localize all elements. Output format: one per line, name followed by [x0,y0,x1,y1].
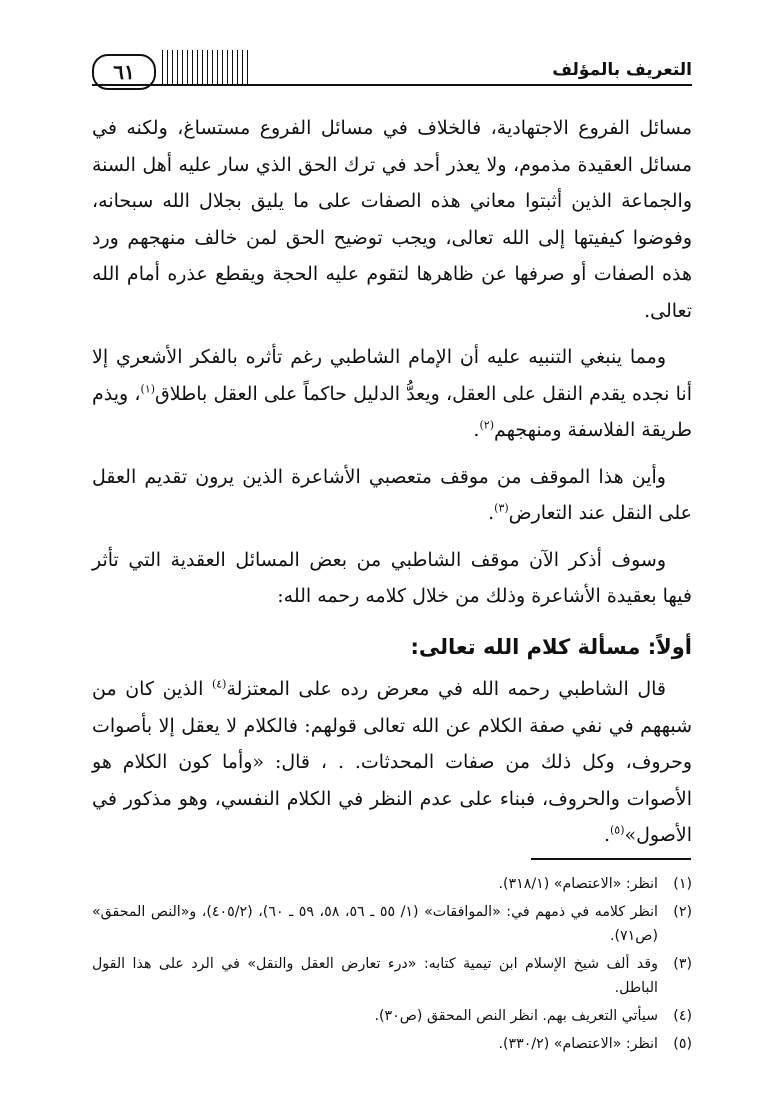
footnote-ref-2[interactable]: (٢) [479,418,494,432]
footnote-item [92,900,692,948]
footnote-ref-3[interactable]: (٣) [494,501,509,515]
header-ornament [162,50,252,86]
page-header [92,46,692,92]
footnote-ref-5[interactable]: (٥) [609,823,625,837]
page-number: ٦١ [113,60,135,84]
footnote-item [92,1004,692,1028]
paragraph-2: ومما ينبغي التنبيه عليه أن الإمام الشاطبي رغم تأثره بالفكر الأشعري إلا أنا نجده يقدم النقل على العقل، ويعدُّ الدليل حاكماً على العقل باطلاق$^{(١)}$، ويذم طريقة الفلاسفة ومنهجهم$^{(٢)}$. [92,346,692,441]
footnote-text: سيأتي التعريف بهم. انظر النص المحقق (ص٣٠). [374,1008,658,1024]
footnote-ref-1[interactable]: (١) [140,382,156,396]
footnote-item [92,952,692,1000]
footnote-number: (٣) [673,956,692,972]
footnote-item [92,1032,692,1056]
paragraph-3: وأين هذا الموقف من موقف متعصبي الأشاعرة الذين يرون تقديم العقل على النقل عند التعارض$^{(٣)}$. [92,465,692,524]
footnote-number: (١) [673,876,692,892]
paragraph-4: وسوف أذكر الآن موقف الشاطبي من بعض المسائل العقدية التي تأثر فيها بعقيدة الأشاعرة وذلك من خلال كلامه رحمه الله: [92,548,692,607]
main-text [92,110,692,864]
footnote-text: وقد ألف شيخ الإسلام ابن تيمية كتابه: «درء تعارض العقل والنقل» في الرد على هذا القول الباطل. [92,956,658,996]
footnote-ref-4[interactable]: (٤) [211,677,227,691]
footnote-number: (٥) [673,1036,692,1052]
running-header-title: التعريف بالمؤلف [552,60,692,80]
footnote-text: انظر: «الاعتصام» (٣١٨/١). [498,876,658,892]
paragraph-1: مسائل الفروع الاجتهادية، فالخلاف في مسائل الفروع مستساغ، ولكنه في مسائل العقيدة مذموم، ولا يعذر أحد في ترك الحق الذي سار عليه أهل السنة والجماعة الذين أثبتوا معاني هذه الصفات على ما يليق بجلال الله سبحانه، وفوضوا كيفيتها إلى الله تعالى، ويجب توضيح الحق لمن خالف منهجهم ورد هذه الصفات أو صرفها عن ظاهرها لتقوم عليه الحجة ويقطع عذره أمام الله تعالى. [92,117,692,322]
footnote-separator [531,858,691,860]
section-heading: أولاً: مسألة كلام الله تعالى: [410,634,692,659]
paragraph-5: قال الشاطبي رحمه الله في معرض رده على المعتزلة$^{(٤)}$ الذين كان من شبههم في نفي صفة الكلام عن الله تعالى قولهم: فالكلام لا يعقل إلا بأصوات وحروف، وكل ذلك من صفات المحدثات. . ، قال: «وأما كون الكلام هو الأصوات والحروف، فبناء على عدم النظر في الكلام النفسي، وهو مذكور في الأصول»$^{(٥)}$. [92,677,692,846]
footnote-text: انظر: «الاعتصام» (٣٣٠/٢). [498,1036,658,1052]
footnote-number: (٤) [673,1008,692,1024]
footnotes [92,872,692,1060]
footnote-number: (٢) [673,904,692,920]
header-rule [92,84,692,86]
footnote-text: انظر كلامه في ذمهم في: «الموافقات» (١/ ٥٥ ـ ٥٦، ٥٨، ٥٩ ـ ٦٠)، (٤٠٥/٢)، و«النص المحقق» (ص٧١). [92,904,659,944]
footnote-item [92,872,692,896]
